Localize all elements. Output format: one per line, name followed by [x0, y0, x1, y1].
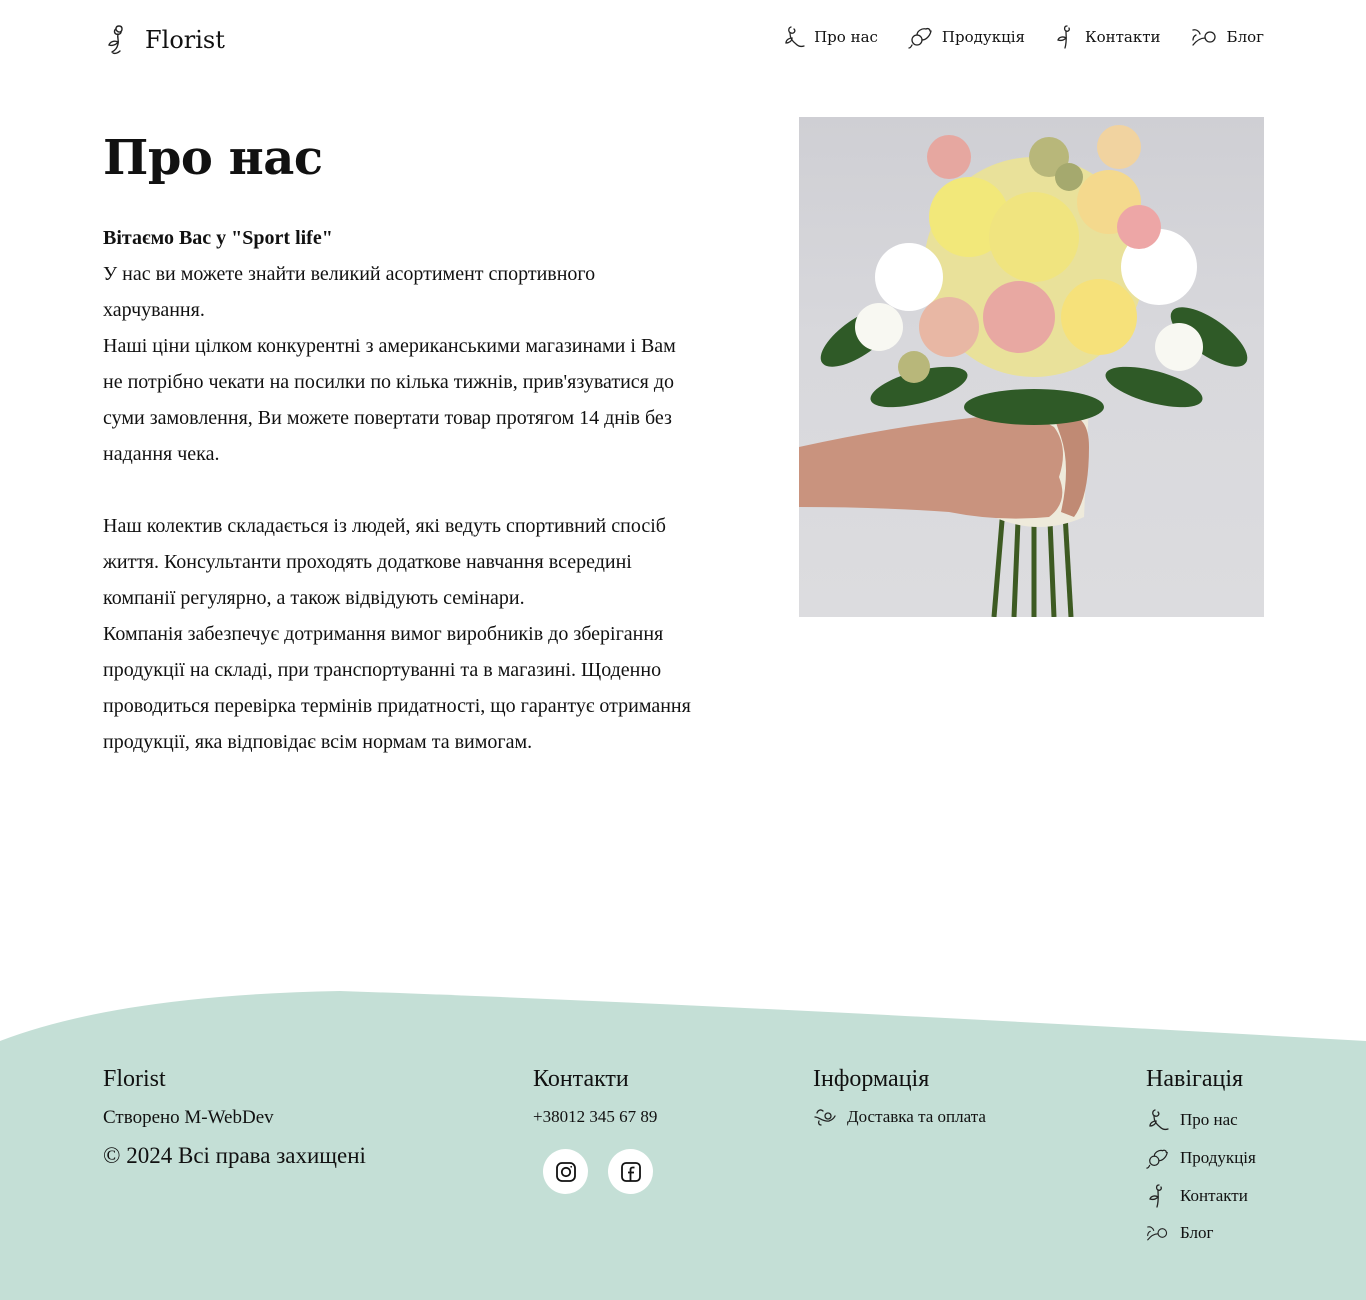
footer-nav-label: Блог	[1180, 1223, 1214, 1242]
logo-text: Florist	[145, 26, 225, 54]
footer-copyright: © 2024 Всі права захищені	[103, 1143, 366, 1168]
footer-nav-label: Продукція	[1180, 1148, 1256, 1167]
footer-contacts	[533, 1066, 657, 1194]
logo[interactable]	[103, 22, 225, 58]
nav-item-about[interactable]	[782, 24, 878, 50]
rose-line-icon	[1146, 1107, 1170, 1133]
nav-item-products[interactable]	[908, 24, 1025, 50]
main-nav	[782, 24, 1264, 50]
flower-branch-icon	[1146, 1222, 1170, 1244]
footer-navigation-title: Навігація	[1146, 1066, 1244, 1092]
footer-nav-contacts[interactable]	[1146, 1183, 1256, 1209]
facebook-icon	[620, 1161, 642, 1183]
footer-nav-label: Контакти	[1180, 1186, 1248, 1205]
about-paragraph: Наш колектив складається із людей, які ведуть спортивний спосіб життя. Консультанти проходять додаткове навчання всередині компанії регулярно, а також відвідують семінари.	[103, 515, 666, 609]
footer-nav-products[interactable]	[1146, 1146, 1256, 1170]
footer-info-title: Інформація	[813, 1066, 930, 1092]
footer-brand-title: Florist	[103, 1066, 166, 1092]
footer-info	[813, 1066, 986, 1140]
social-links	[543, 1149, 657, 1194]
footer-created: Створено M-WebDev	[103, 1107, 274, 1128]
facebook-button[interactable]	[608, 1149, 653, 1194]
delivery-flower-icon	[813, 1107, 837, 1127]
instagram-icon	[555, 1161, 577, 1183]
footer-nav-blog[interactable]	[1146, 1222, 1256, 1244]
rose-logo-icon	[103, 22, 135, 58]
nav-label: Блог	[1226, 28, 1264, 46]
rose-bud-icon	[1146, 1183, 1170, 1209]
site-header	[103, 0, 1264, 78]
about-paragraph: У нас ви можете знайти великий асортимент спортивного харчування.	[103, 263, 596, 321]
flower-sprig-icon	[1146, 1146, 1170, 1170]
about-paragraph: Компанія забезпечує дотримання вимог виробників до зберігання продукції на складі, при транспортуванні та в магазині. Щоденно проводиться перевірка термінів придатності, що гарантує отримання продукції, яка відповідає всім нормам та вимогам.	[103, 623, 691, 753]
nav-label: Продукція	[941, 28, 1025, 46]
footer-brand	[103, 1066, 366, 1169]
about-paragraph: Наші ціни цілком конкурентні з американськими магазинами і Вам не потрібно чекати на посилки по кілька тижнів, прив'язуватися до суми замовлення, Ви можете повертати товар протягом 14 днів без надання чека.	[103, 335, 676, 465]
bouquet-illustration	[799, 117, 1264, 617]
rose-bud-icon	[1055, 24, 1077, 50]
footer-contacts-title: Контакти	[533, 1066, 629, 1092]
instagram-button[interactable]	[543, 1149, 588, 1194]
page-title: Про нас	[103, 130, 323, 186]
phone-link[interactable]: +38012 345 67 89	[533, 1107, 658, 1126]
bouquet-photo	[799, 117, 1264, 617]
footer-navigation	[1146, 1066, 1256, 1257]
nav-item-blog[interactable]	[1191, 24, 1264, 50]
site-footer	[0, 1040, 1366, 1300]
about-lead: Вітаємо Вас у "Sport life"	[103, 227, 333, 249]
rose-line-icon	[782, 24, 806, 50]
flower-branch-icon	[1191, 26, 1219, 48]
nav-label: Про нас	[814, 28, 878, 46]
delivery-link[interactable]	[813, 1107, 986, 1127]
footer-nav-about[interactable]	[1146, 1107, 1256, 1133]
delivery-link-label: Доставка та оплата	[847, 1107, 986, 1126]
footer-nav-label: Про нас	[1180, 1110, 1238, 1129]
nav-item-contacts[interactable]	[1055, 24, 1161, 50]
flower-sprig-icon	[908, 25, 934, 49]
about-text	[103, 220, 693, 760]
nav-label: Контакти	[1084, 28, 1161, 46]
